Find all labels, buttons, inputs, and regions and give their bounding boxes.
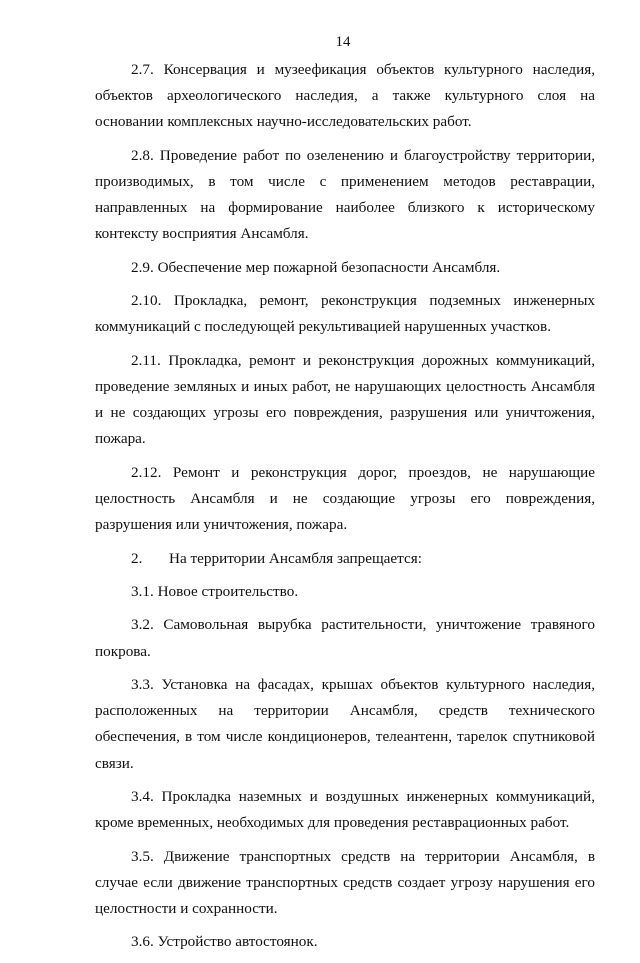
document-body: [95, 57, 595, 963]
prohibition-3-5: 3.5. Движение транспортных средств на территории Ансамбля, в случае если движение транспортных средств создает угрозу нарушения его целостности и сохранности.: [95, 847, 595, 917]
prohibition-3-1: 3.1. Новое строительство.: [131, 582, 299, 600]
prohibition-3-2: 3.2. Самовольная вырубка растительности, уничтожение травяного покрова.: [95, 616, 595, 660]
prohibition-3-4: 3.4. Прокладка наземных и воздушных инженерных коммуникаций, кроме временных, необходимых для проведения реставрационных работ.: [95, 787, 595, 832]
section-heading: [95, 546, 595, 572]
paragraph-2-7: 2.7. Консервация и музеефикация объектов культурного наследия, объектов археологического наследия, а также культурного слоя на основании комплексных научно-исследовательских работ.: [95, 61, 595, 131]
prohibition-3-3: 3.3. Установка на фасадах, крышах объектов культурного наследия, расположенных на территории Ансамбля, средств технического обеспечения, в том числе кондиционеров, телеантенн, тарелок спутниковой связи.: [95, 675, 595, 772]
paragraph-2-11: 2.11. Прокладка, ремонт и реконструкция дорожных коммуникаций, проведение земляных и иных работ, не нарушающих целостность Ансамбля и не создающих угрозы его повреждения, разрушения или уничтожения, пожара.: [95, 351, 595, 448]
section-number: 2.: [131, 549, 143, 567]
paragraph-2-9: 2.9. Обеспечение мер пожарной безопасности Ансамбля.: [131, 258, 501, 276]
page-number: 14: [335, 34, 351, 50]
prohibition-3-6: 3.6. Устройство автостоянок.: [131, 933, 318, 951]
paragraph-2-8: 2.8. Проведение работ по озеленению и благоустройству территории, производимых, в том числе с применением методов реставрации, направленных на формирование наиболее близкого к историческому контексту восприятия Ансамбля.: [95, 146, 595, 243]
section-title: На территории Ансамбля запрещается:: [169, 549, 422, 567]
paragraph-2-10: 2.10. Прокладка, ремонт, реконструкция подземных инженерных коммуникаций с последующей рекультивацией нарушенных участков.: [95, 292, 595, 336]
paragraph-2-12: 2.12. Ремонт и реконструкция дорог, проездов, не нарушающие целостность Ансамбля и не создающие угрозы его повреждения, разрушения или уничтожения, пожара.: [95, 463, 595, 534]
